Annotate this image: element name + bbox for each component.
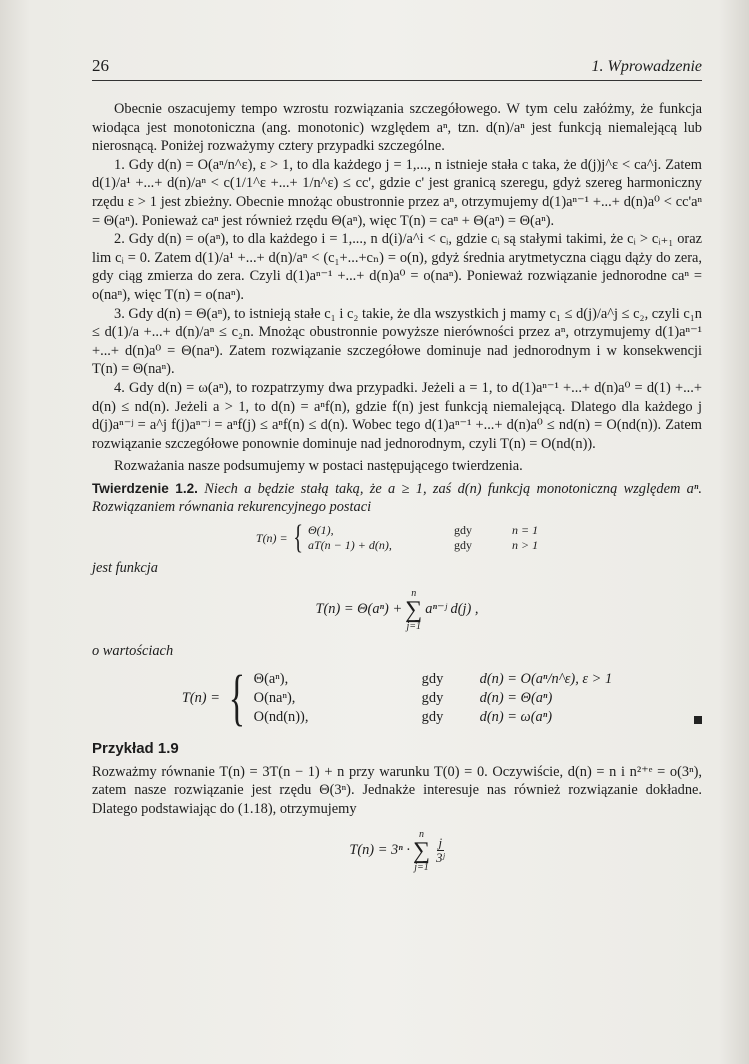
example-text: Rozważmy równanie T(n) = 3T(n − 1) + n przy warunku T(0) = 0. Oczywiście, d(n) = n i n²⁺ᵉ = o(3ⁿ), zatem nasze rozwiązanie jest rzędu Θ(3ⁿ). Jednakże interesuje nas również rozwiązanie dokładne. Dlatego podstawiając do (1.18), otrzymujemy [92,763,702,818]
case-cond: gdy [421,689,444,706]
values-formula [92,664,702,733]
case-expr: O(naⁿ), [253,689,296,706]
case-range: n > 1 [511,538,539,553]
recurrence-lhs: T(n) = [255,530,288,545]
paragraph-case-2: 2. Gdy d(n) = o(aⁿ), to dla każdego i = 1,..., n d(i)/a^i < cᵢ, gdzie cᵢ są stałymi takimi, że cᵢ > cᵢ₊₁ oraz lim cᵢ = 0. Zatem d(1)/a¹ +...+ d(n)/aⁿ < (c₁+...+cₙ) = o(n), gdyż średnia arytmetyczna ciągu dąży do zera, gdy ciąg zmierza do zera. Czyli d(1)aⁿ⁻¹ +...+ d(n)a⁰ = o(naⁿ). Ponieważ rozwiązanie jednorodne caⁿ = o(naⁿ), więc T(n) = o(naⁿ). [92,231,702,303]
case-expr: O(nd(n)), [253,708,309,725]
case-range: d(n) = Θ(aⁿ) [479,689,553,706]
values-row [254,670,613,689]
fraction [436,836,445,865]
solution-formula [92,588,702,632]
case-cond: gdy [453,523,472,538]
left-brace: { [228,664,245,733]
paragraph-summary: Rozważania nasze podsumujemy w postaci następującego twierdzenia. [114,458,523,475]
solution-term: aⁿ⁻ʲ d(j) , [425,601,479,618]
chapter-title: 1. Wprowadzenie [591,58,702,75]
paragraph-case-3: 3. Gdy d(n) = Θ(aⁿ), to istnieją stałe c₁ i c₂ takie, że dla wszystkich j mamy c₁ ≤ d(j)/a^j ≤ c₂, czyli c₁n ≤ d(1)/a +...+ d(n)/aⁿ ≤ c₂n. Mnożąc obustronnie powyższe nierówności przez aⁿ, otrzymujemy d(1)aⁿ⁻¹ +...+ d(n)a⁰ = Θ(naⁿ). Zatem rozwiązanie szczegółowe dominuje nad jednorodnym i w konsekwencji T(n) = Θ(naⁿ). [92,305,702,378]
case-expr: Θ(1), [307,523,334,538]
page-number: 26 [92,56,109,75]
solution-label: jest funkcja [92,560,158,577]
sum-upper: n [418,828,424,840]
example-formula [92,829,702,873]
case-range: n = 1 [511,523,539,538]
case-range: d(n) = O(aⁿ/n^ε), ε > 1 [479,671,613,688]
solution-lhs: T(n) = Θ(aⁿ) + [315,601,403,618]
sum-symbol: n ∑ j=1 [412,828,431,873]
case-expr: Θ(aⁿ), [253,671,289,688]
recurrence-equation [92,519,702,557]
case-range: d(n) = ω(aⁿ) [479,708,553,725]
values-label: o wartościach [92,642,174,659]
case-cond: gdy [421,708,444,725]
fraction-denominator: 3ʲ [436,850,445,866]
left-brace: { [292,519,303,557]
values-row [254,689,613,708]
paragraph-intro: Obecnie oszacujemy tempo wzrostu rozwiązania szczegółowego. W tym celu załóżmy, że funkcja wiodąca jest monotoniczna (ang. monotonic) względem aⁿ, tzn. d(n)/aⁿ jest funkcją niemalejącą lub nierosnącą. Poniżej rozważymy cztery przypadki szczególne. [92,101,702,155]
example-lhs: T(n) = 3ⁿ · [349,842,410,859]
values-row [254,708,613,727]
recurrence-row [308,538,538,553]
case-expr: aT(n − 1) + d(n), [307,538,392,553]
values-lhs: T(n) = [181,689,220,706]
case-cond: gdy [453,538,472,553]
sum-upper: n [411,587,417,599]
page-body [92,100,702,883]
theorem-title: Twierdzenie 1.2. [92,480,198,496]
paragraph-case-4: 4. Gdy d(n) = ω(aⁿ), to rozpatrzymy dwa przypadki. Jeżeli a = 1, to d(1)aⁿ⁻¹ +...+ d(n)a⁰ = d(1) +...+ d(n) ≤ nd(n). Jeżeli a > 1, to d(n) = aⁿf(n), gdzie f(n) jest funkcją niemalejącą. Dlatego dla każdego j d(j)aⁿ⁻ʲ = a^j f(j)aⁿ⁻ʲ = aⁿf(j) ≤ aⁿf(n) ≤ d(n). Wobec tego d(1)aⁿ⁻¹ +...+ d(n)a⁰ ≤ nd(n) = O(nd(n)). Zatem rozwiązanie szczegółowe ponownie dominuje nad jednorodnym, czyli T(n) = O(nd(n)). [92,379,702,452]
fraction-numerator: j [438,835,443,851]
example-title: Przykład 1.9 [92,740,179,758]
sum-lower: j=1 [406,620,421,632]
theorem-block [92,480,702,517]
theorem-statement: Niech a będzie stałą taką, że a ≥ 1, zaś d(n) funkcją monotoniczną względem aⁿ. Rozwiązaniem równania rekurencyjnego postaci [92,480,702,516]
recurrence-row [308,523,538,538]
sum-symbol: n ∑ j=1 [405,587,423,632]
qed-square [694,716,702,724]
paragraph-case-1: 1. Gdy d(n) = O(aⁿ/n^ε), ε > 1, to dla każdego j = 1,..., n istnieje stała c taka, że d(j)j^ε < ca^j. Zatem d(1)/a¹ +...+ d(n)/aⁿ < c(1/1^ε +...+ 1/n^ε) ≤ cc', gdzie c' jest granicą szeregu, gdyż szereg harmoniczny rzędu ε > 1 jest zbieżny. Obecnie mnożąc obustronnie przez aⁿ, otrzymujemy d(1)aⁿ⁻¹ +...+ d(n)a⁰ < cc'aⁿ = Θ(aⁿ). Ponieważ caⁿ jest również rzędu Θ(aⁿ), więc T(n) = caⁿ + Θ(aⁿ) = Θ(aⁿ). [92,156,702,229]
page-header [92,56,702,81]
case-cond: gdy [421,671,444,688]
sum-lower: j=1 [414,861,429,873]
